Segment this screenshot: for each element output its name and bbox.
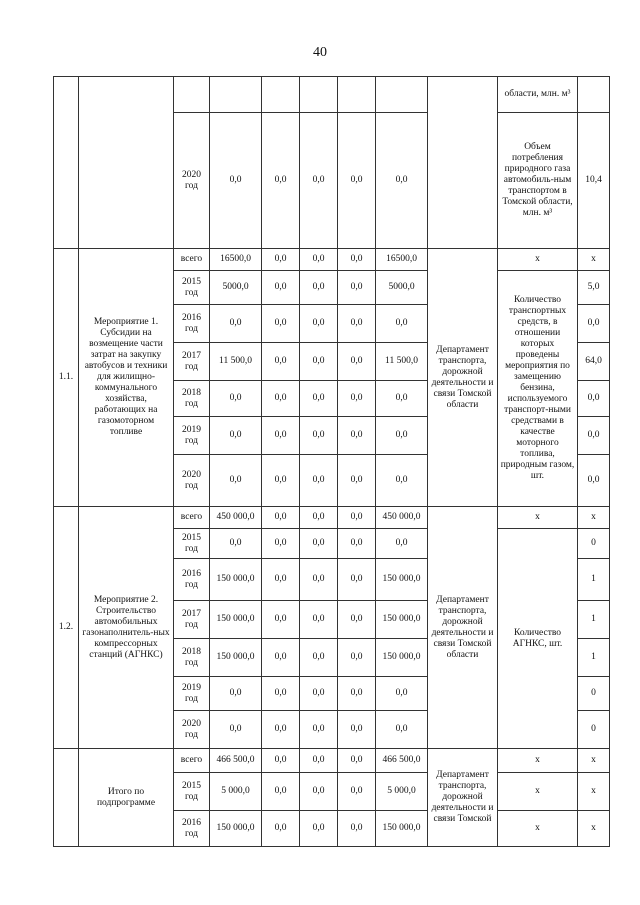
value-cell: 0,0 xyxy=(210,381,262,417)
indicator-cell: Объем потребления природного газа автомобиль-ным транспортом в Томской области, млн. м³ xyxy=(498,113,578,249)
value-cell: 0,0 xyxy=(300,529,338,559)
value-cell: 0,0 xyxy=(300,639,338,677)
value-cell: 0,0 xyxy=(376,305,428,343)
value-cell: 466 500,0 xyxy=(210,749,262,773)
value-cell: 0,0 xyxy=(338,773,376,811)
table-row xyxy=(54,749,610,773)
indicator-cell: х xyxy=(498,249,578,271)
value-cell: 0,0 xyxy=(300,417,338,455)
indicator-value-cell: 1 xyxy=(578,639,610,677)
value-cell: 0,0 xyxy=(338,559,376,601)
value-cell: 450 000,0 xyxy=(376,507,428,529)
indicator-value-cell: 5,0 xyxy=(578,271,610,305)
value-cell: 466 500,0 xyxy=(376,749,428,773)
value-cell: 0,0 xyxy=(338,507,376,529)
year-cell: 2019 год xyxy=(174,677,210,711)
indicator-cell: х xyxy=(498,749,578,773)
value-cell: 0,0 xyxy=(338,305,376,343)
value-cell xyxy=(338,77,376,113)
indicator-value-cell: 1 xyxy=(578,559,610,601)
department-cell xyxy=(428,77,498,249)
value-cell: 0,0 xyxy=(376,711,428,749)
value-cell: 0,0 xyxy=(300,507,338,529)
row-number-cell xyxy=(54,77,79,249)
indicator-value-cell: 0,0 xyxy=(578,455,610,507)
year-cell xyxy=(174,77,210,113)
year-cell: всего xyxy=(174,507,210,529)
value-cell: 0,0 xyxy=(376,381,428,417)
value-cell xyxy=(376,77,428,113)
subprogram-table xyxy=(53,76,610,847)
indicator-cell: Количество АГНКС, шт. xyxy=(498,529,578,749)
indicator-value-cell xyxy=(578,77,610,113)
value-cell: 0,0 xyxy=(210,455,262,507)
value-cell: 0,0 xyxy=(210,529,262,559)
value-cell: 0,0 xyxy=(300,773,338,811)
value-cell: 0,0 xyxy=(376,113,428,249)
value-cell: 5 000,0 xyxy=(376,773,428,811)
value-cell: 0,0 xyxy=(300,305,338,343)
row-number-cell: 1.1. xyxy=(54,249,79,507)
indicator-value-cell: 0,0 xyxy=(578,305,610,343)
indicator-value-cell: х xyxy=(578,749,610,773)
indicator-value-cell: 0 xyxy=(578,711,610,749)
value-cell: 0,0 xyxy=(300,749,338,773)
table-row xyxy=(54,249,610,271)
value-cell: 0,0 xyxy=(338,113,376,249)
value-cell xyxy=(300,77,338,113)
year-cell: 2015 год xyxy=(174,773,210,811)
department-cell: Департамент транспорта, дорожной деятельности и связи Томской области xyxy=(428,507,498,749)
value-cell: 0,0 xyxy=(262,711,300,749)
indicator-cell: Количество транспортных средств, в отношении которых проведены мероприятия по замещению бензина, используемого транспорт-ными средствами в качестве моторного топлива, природным газом, шт. xyxy=(498,271,578,507)
value-cell: 0,0 xyxy=(338,455,376,507)
value-cell: 16500,0 xyxy=(376,249,428,271)
year-cell: 2020 год xyxy=(174,113,210,249)
year-cell: 2020 год xyxy=(174,711,210,749)
year-cell: 2017 год xyxy=(174,601,210,639)
value-cell: 0,0 xyxy=(210,677,262,711)
value-cell: 0,0 xyxy=(262,271,300,305)
indicator-value-cell: 0 xyxy=(578,529,610,559)
value-cell: 150 000,0 xyxy=(376,639,428,677)
name-cell xyxy=(79,77,174,249)
measure-name-cell: Мероприятие 2. Строительство автомобильных газонаполнитель-ных компрессорных станций (АГНКС) xyxy=(79,507,174,749)
indicator-value-cell: 64,0 xyxy=(578,343,610,381)
value-cell: 0,0 xyxy=(262,455,300,507)
department-cell: Департамент транспорта, дорожной деятельности и связи Томской xyxy=(428,749,498,847)
year-cell: 2020 год xyxy=(174,455,210,507)
value-cell: 0,0 xyxy=(300,677,338,711)
value-cell: 150 000,0 xyxy=(210,811,262,847)
value-cell: 0,0 xyxy=(376,529,428,559)
year-cell: 2015 год xyxy=(174,271,210,305)
value-cell: 0,0 xyxy=(300,249,338,271)
value-cell: 5000,0 xyxy=(376,271,428,305)
table-row xyxy=(54,77,610,113)
year-cell: всего xyxy=(174,749,210,773)
value-cell: 150 000,0 xyxy=(376,601,428,639)
value-cell: 150 000,0 xyxy=(376,811,428,847)
department-cell: Департамент транспорта, дорожной деятельности и связи Томской области xyxy=(428,249,498,507)
year-cell: 2016 год xyxy=(174,559,210,601)
value-cell: 150 000,0 xyxy=(210,559,262,601)
value-cell: 0,0 xyxy=(262,639,300,677)
value-cell: 0,0 xyxy=(338,381,376,417)
value-cell: 0,0 xyxy=(210,305,262,343)
value-cell: 0,0 xyxy=(338,639,376,677)
indicator-value-cell: 0,0 xyxy=(578,417,610,455)
value-cell: 0,0 xyxy=(262,773,300,811)
indicator-value-cell: х xyxy=(578,507,610,529)
value-cell: 0,0 xyxy=(210,711,262,749)
value-cell: 5000,0 xyxy=(210,271,262,305)
row-number-cell xyxy=(54,749,79,847)
value-cell: 0,0 xyxy=(300,343,338,381)
indicator-value-cell: х xyxy=(578,811,610,847)
value-cell: 0,0 xyxy=(262,601,300,639)
measure-name-cell: Мероприятие 1. Субсидии на возмещение части затрат на закупку автобусов и техники для жилищно-коммунального хозяйства, работающих на газомоторном топливе xyxy=(79,249,174,507)
year-cell: 2016 год xyxy=(174,811,210,847)
value-cell: 0,0 xyxy=(338,677,376,711)
value-cell: 0,0 xyxy=(338,529,376,559)
value-cell: 0,0 xyxy=(338,417,376,455)
value-cell: 0,0 xyxy=(376,455,428,507)
indicator-value-cell: 0,0 xyxy=(578,381,610,417)
value-cell: 0,0 xyxy=(262,381,300,417)
indicator-cell: х xyxy=(498,773,578,811)
year-cell: 2019 год xyxy=(174,417,210,455)
year-cell: 2017 год xyxy=(174,343,210,381)
value-cell: 150 000,0 xyxy=(210,639,262,677)
value-cell: 0,0 xyxy=(300,455,338,507)
table-row xyxy=(54,507,610,529)
value-cell: 0,0 xyxy=(300,711,338,749)
value-cell: 16500,0 xyxy=(210,249,262,271)
value-cell: 0,0 xyxy=(300,601,338,639)
value-cell xyxy=(262,77,300,113)
value-cell: 11 500,0 xyxy=(376,343,428,381)
value-cell: 0,0 xyxy=(262,677,300,711)
year-cell: всего xyxy=(174,249,210,271)
indicator-value-cell: 10,4 xyxy=(578,113,610,249)
value-cell: 0,0 xyxy=(338,601,376,639)
value-cell: 0,0 xyxy=(300,381,338,417)
total-name-cell: Итого по подпрограмме xyxy=(79,749,174,847)
indicator-value-cell: х xyxy=(578,249,610,271)
page-number: 40 xyxy=(313,45,327,60)
year-cell: 2015 год xyxy=(174,529,210,559)
value-cell: 0,0 xyxy=(300,271,338,305)
value-cell: 0,0 xyxy=(338,711,376,749)
year-cell: 2018 год xyxy=(174,639,210,677)
value-cell: 0,0 xyxy=(262,343,300,381)
value-cell: 0,0 xyxy=(262,113,300,249)
value-cell: 450 000,0 xyxy=(210,507,262,529)
value-cell: 11 500,0 xyxy=(210,343,262,381)
value-cell: 0,0 xyxy=(300,559,338,601)
value-cell: 0,0 xyxy=(210,417,262,455)
value-cell: 0,0 xyxy=(262,559,300,601)
value-cell: 0,0 xyxy=(376,677,428,711)
value-cell: 0,0 xyxy=(300,113,338,249)
indicator-value-cell: 1 xyxy=(578,601,610,639)
year-cell: 2016 год xyxy=(174,305,210,343)
indicator-value-cell: 0 xyxy=(578,677,610,711)
value-cell: 0,0 xyxy=(338,343,376,381)
value-cell: 0,0 xyxy=(262,305,300,343)
value-cell: 0,0 xyxy=(338,811,376,847)
value-cell xyxy=(210,77,262,113)
indicator-cell: области, млн. м³ xyxy=(498,77,578,113)
indicator-cell: х xyxy=(498,507,578,529)
value-cell: 0,0 xyxy=(338,249,376,271)
value-cell: 0,0 xyxy=(338,749,376,773)
indicator-value-cell: х xyxy=(578,773,610,811)
value-cell: 0,0 xyxy=(262,811,300,847)
value-cell: 0,0 xyxy=(262,749,300,773)
value-cell: 0,0 xyxy=(300,811,338,847)
value-cell: 0,0 xyxy=(376,417,428,455)
value-cell: 0,0 xyxy=(262,529,300,559)
value-cell: 0,0 xyxy=(262,249,300,271)
indicator-cell: х xyxy=(498,811,578,847)
value-cell: 0,0 xyxy=(338,271,376,305)
value-cell: 150 000,0 xyxy=(210,601,262,639)
value-cell: 0,0 xyxy=(262,507,300,529)
row-number-cell: 1.2. xyxy=(54,507,79,749)
value-cell: 0,0 xyxy=(210,113,262,249)
value-cell: 0,0 xyxy=(262,417,300,455)
value-cell: 5 000,0 xyxy=(210,773,262,811)
year-cell: 2018 год xyxy=(174,381,210,417)
value-cell: 150 000,0 xyxy=(376,559,428,601)
